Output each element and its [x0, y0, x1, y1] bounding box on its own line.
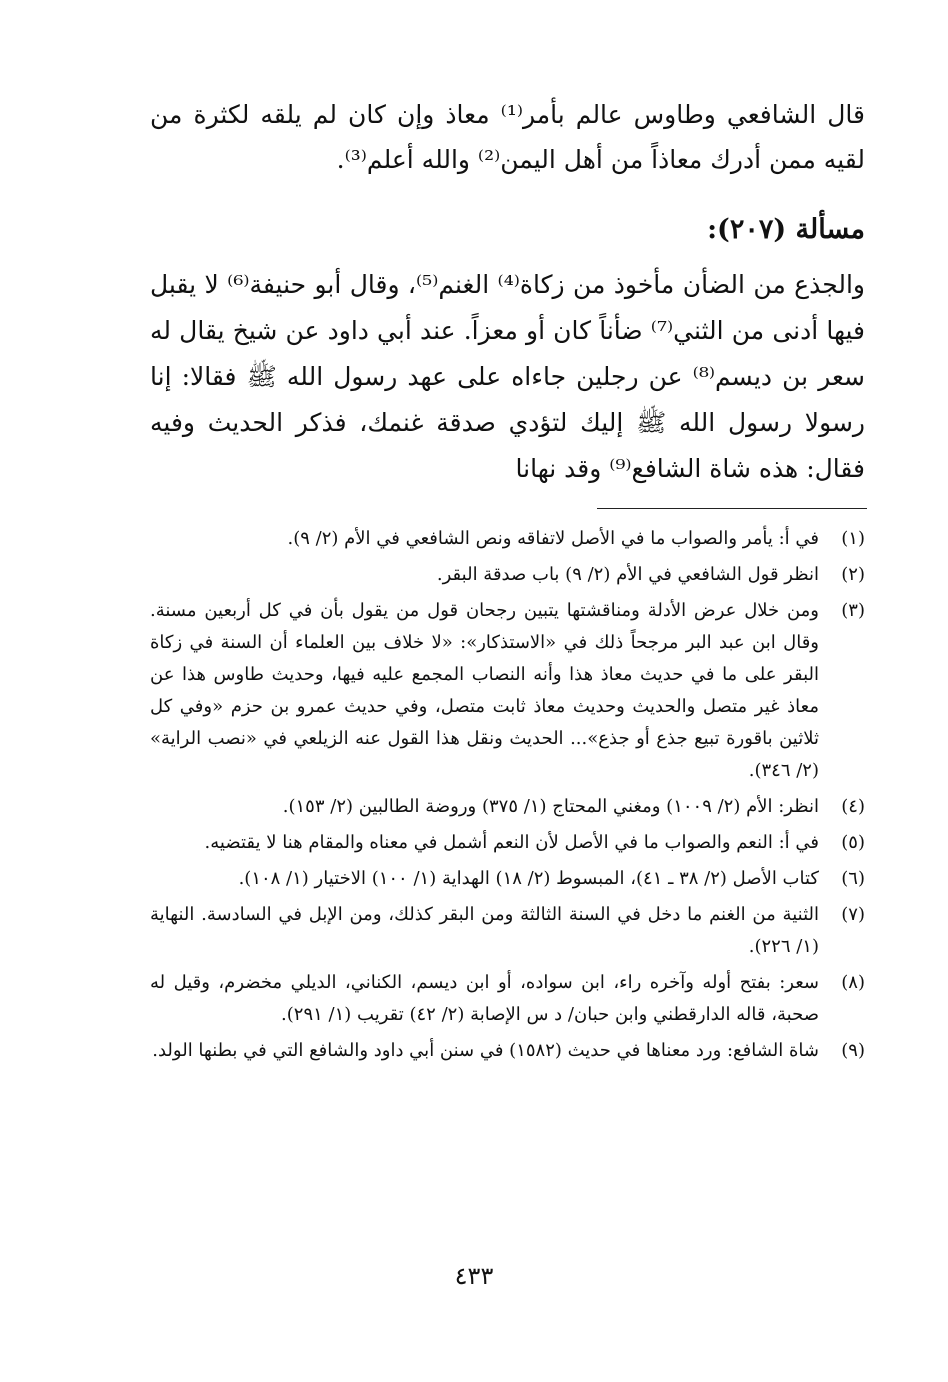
footnote-text: شاة الشافع: ورد معناها في حديث (١٥٨٢) في سنن أبي داود والشافع التي في بطنها الولد. — [152, 1040, 819, 1061]
footnote-text: في أ: يأمر والصواب ما في الأصل لاتفاقه ونص الشافعي في الأم (٢/ ٩). — [287, 528, 819, 549]
footnote-number: (٨) — [841, 972, 865, 993]
footnote-text: ومن خلال عرض الأدلة ومناقشتها يتبين رجحان قول من يقول بأن في كل أربعين مسنة. وقال ابن عبد البر مرجحاً ذلك في «الاستذكار»: «لا خلاف بين العلماء أن السنة في زكاة البقر على ما في حديث معاذ هذا وأنه النصاب المجمع عليه فيها، وحديث طاوس هذا عن معاذ غير متصل والحديث وحديث معاذ ثابت متصل، وفي حديث عمرو بن حزم «وفي كل ثلاثين باقورة تبيع جذع أو جذع»... الحديث ونقل هذا القول عنه الزيلعي في «نصب الراية» (٢/ ٣٤٦). — [150, 600, 819, 781]
footnote-number: (٩) — [841, 1040, 865, 1061]
footnote-separator — [597, 508, 867, 509]
footnote-number: (٤) — [841, 796, 865, 817]
footnote-item — [150, 1035, 865, 1067]
footnote-item — [150, 559, 865, 591]
footnote-text: الثنية من الغنم ما دخل في السنة الثالثة ومن البقر كذلك، ومن الإبل في السادسة. النهاية (١/ ٢٢٦). — [150, 904, 819, 957]
footnote-text: في أ: النعم والصواب ما في الأصل لأن النعم أشمل في معناه والمقام هنا لا يقتضيه. — [204, 832, 819, 853]
footnotes-list — [150, 523, 865, 1071]
footnote-item — [150, 791, 865, 823]
footnote-item — [150, 899, 865, 963]
paragraph-text: قال الشافعي وطاوس عالم بأمر⁽¹⁾ معاذ وإن كان لم يلقه لكثرة من لقيه ممن أدرك معاذاً من أهل اليمن⁽²⁾ والله أعلم⁽³⁾. — [150, 100, 865, 174]
footnote-number: (٢) — [841, 564, 865, 585]
footnote-text: كتاب الأصل (٢/ ٣٨ ـ ٤١)، المبسوط (٢/ ١٨) الهداية (١/ ١٠٠) الاختيار (١/ ١٠٨). — [238, 868, 819, 889]
paragraph-text: والجذع من الضأن مأخوذ من زكاة⁽⁴⁾ الغنم⁽⁵⁾، وقال أبو حنيفة⁽⁶⁾ لا يقبل فيها أدنى من الثني⁽⁷⁾ ضأناً كان أو معزاً. عند أبي داود عن شيخ يقال له سعر بن ديسم⁽⁸⁾ عن رجلين جاءاه على عهد رسول الله ﷺ فقالا: إنا رسولا رسول الله ﷺ إليك لتؤدي صدقة غنمك، فذكر الحديث وفيه فقال: هذه شاة الشافع⁽⁹⁾ وقد نهانا — [150, 270, 866, 483]
footnote-number: (٧) — [841, 904, 865, 925]
footnote-text: انظر قول الشافعي في الأم (٢/ ٩) باب صدقة البقر. — [436, 564, 819, 585]
opening-paragraph — [150, 92, 865, 182]
footnote-number: (٥) — [841, 832, 865, 853]
footnote-number: (٦) — [841, 868, 865, 889]
footnote-number: (١) — [841, 528, 865, 549]
footnote-text: انظر: الأم (٢/ ١٠٠٩) ومغني المحتاج (١/ ٣٧٥) وروضة الطالبين (٢/ ١٥٣). — [282, 796, 819, 817]
main-paragraph — [150, 262, 865, 492]
footnote-number: (٣) — [841, 600, 865, 621]
footnote-item — [150, 523, 865, 555]
footnote-item — [150, 595, 865, 787]
footnote-item — [150, 827, 865, 859]
page-number: ٤٣٣ — [454, 1262, 494, 1290]
footnote-text: سعر: بفتح أوله وآخره راء، ابن سواده، أو ابن ديسم، الكناني، الديلي مخضرم، وقيل له صحبة، قاله الدارقطني وابن حبان/ د س الإصابة (٢/ ٤٢) تقريب (١/ ٢٩١). — [150, 972, 819, 1025]
footnote-item — [150, 863, 865, 895]
issue-heading: مسألة (٢٠٧): — [707, 214, 865, 245]
footnote-item — [150, 967, 865, 1031]
